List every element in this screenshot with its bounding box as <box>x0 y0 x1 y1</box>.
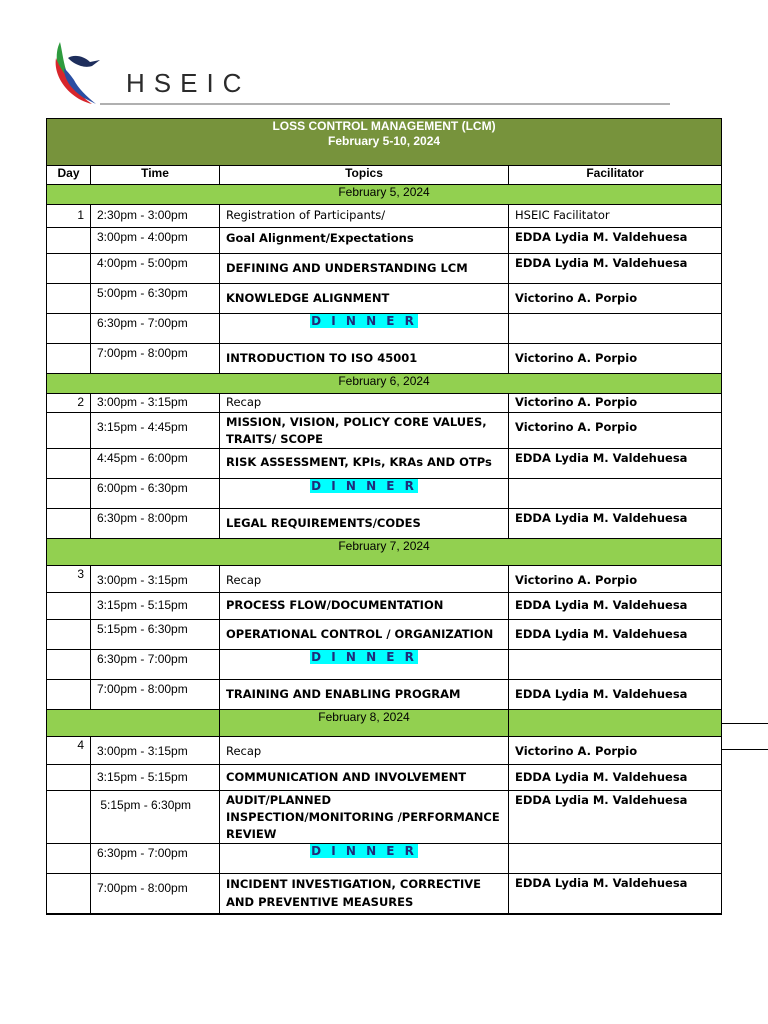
topic-cell: Registration of Participants/ <box>220 205 509 228</box>
topic-cell: TRAINING AND ENABLING PROGRAM <box>220 680 509 710</box>
day-number: 3 <box>47 566 91 593</box>
time-cell: 7:00pm - 8:00pm <box>91 874 220 914</box>
time-cell: 3:00pm - 4:00pm <box>91 228 220 254</box>
topic-cell: MISSION, VISION, POLICY CORE VALUES, TRAITS/ SCOPE <box>220 413 509 449</box>
day-cell-empty <box>47 344 91 374</box>
facilitator-cell: Victorino A. Porpio <box>509 394 722 413</box>
time-cell: 5:00pm - 6:30pm <box>91 284 220 314</box>
facilitator-cell: EDDA Lydia M. Valdehuesa <box>509 449 722 479</box>
date-row-blank <box>509 710 722 737</box>
day-cell-empty <box>47 844 91 874</box>
facilitator-cell: EDDA Lydia M. Valdehuesa <box>509 680 722 710</box>
time-cell: 7:00pm - 8:00pm <box>91 344 220 374</box>
day-cell-empty <box>47 874 91 914</box>
dinner-label: D I N N E R <box>311 650 417 664</box>
table-row <box>47 344 722 374</box>
day-cell-empty <box>47 479 91 509</box>
facilitator-cell: EDDA Lydia M. Valdehuesa <box>509 874 722 914</box>
table-row <box>47 254 722 284</box>
time-cell: 4:45pm - 6:00pm <box>91 449 220 479</box>
time-cell: 6:30pm - 7:00pm <box>91 314 220 344</box>
table-row <box>47 449 722 479</box>
day-cell-empty <box>47 650 91 680</box>
table-row <box>47 650 722 680</box>
topic-cell: Recap <box>220 566 509 593</box>
header-facilitator: Facilitator <box>509 166 722 185</box>
date-row <box>47 185 722 205</box>
topic-cell: COMMUNICATION AND INVOLVEMENT <box>220 765 509 791</box>
day-number: 4 <box>47 737 91 765</box>
facilitator-cell <box>509 314 722 344</box>
day-cell-empty <box>47 593 91 620</box>
table-row <box>47 314 722 344</box>
topic-cell: INCIDENT INVESTIGATION, CORRECTIVE AND PREVENTIVE MEASURES <box>220 874 509 914</box>
topic-cell: INTRODUCTION TO ISO 45001 <box>220 344 509 374</box>
hseic-logo <box>50 38 670 108</box>
header-topics: Topics <box>220 166 509 185</box>
dinner-label: D I N N E R <box>311 844 417 858</box>
dinner-cell <box>220 844 509 874</box>
topic-cell: KNOWLEDGE ALIGNMENT <box>220 284 509 314</box>
date-row-blank <box>47 710 220 737</box>
time-cell: 3:00pm - 3:15pm <box>91 737 220 765</box>
day-cell-empty <box>47 413 91 449</box>
facilitator-cell: EDDA Lydia M. Valdehuesa <box>509 791 722 844</box>
time-cell: 7:00pm - 8:00pm <box>91 680 220 710</box>
table-row <box>47 791 722 844</box>
table-row <box>47 228 722 254</box>
time-cell: 3:00pm - 3:15pm <box>91 566 220 593</box>
topic-cell: AUDIT/PLANNED INSPECTION/MONITORING /PERFORMANCE REVIEW <box>220 791 509 844</box>
date-row <box>47 710 722 737</box>
topic-cell: OPERATIONAL CONTROL / ORGANIZATION <box>220 620 509 650</box>
logo-wordmark: HSEIC <box>126 68 251 98</box>
day-cell-empty <box>47 284 91 314</box>
table-row <box>47 680 722 710</box>
facilitator-cell: Victorino A. Porpio <box>509 737 722 765</box>
time-cell: 6:30pm - 7:00pm <box>91 844 220 874</box>
day-cell-empty <box>47 228 91 254</box>
table-row <box>47 765 722 791</box>
topic-cell: DEFINING AND UNDERSTANDING LCM <box>220 254 509 284</box>
title-line-2: February 5-10, 2024 <box>327 134 441 148</box>
facilitator-cell: EDDA Lydia M. Valdehuesa <box>509 593 722 620</box>
dinner-label: D I N N E R <box>311 479 417 493</box>
day-cell-empty <box>47 449 91 479</box>
time-cell: 6:00pm - 6:30pm <box>91 479 220 509</box>
day-cell-empty <box>47 314 91 344</box>
time-cell: 3:15pm - 4:45pm <box>91 413 220 449</box>
facilitator-cell: Victorino A. Porpio <box>509 413 722 449</box>
topic-cell: RISK ASSESSMENT, KPIs, KRAs AND OTPs <box>220 449 509 479</box>
date-label: February 8, 2024 <box>220 710 509 737</box>
facilitator-cell: Victorino A. Porpio <box>509 284 722 314</box>
topic-cell: PROCESS FLOW/DOCUMENTATION <box>220 593 509 620</box>
dinner-cell <box>220 314 509 344</box>
date-row <box>47 374 722 394</box>
facilitator-cell: Victorino A. Porpio <box>509 566 722 593</box>
day-cell-empty <box>47 509 91 539</box>
day-cell-empty <box>47 680 91 710</box>
table-row <box>47 874 722 914</box>
table-row <box>47 479 722 509</box>
facilitator-cell: EDDA Lydia M. Valdehuesa <box>509 509 722 539</box>
time-cell: 5:15pm - 6:30pm <box>91 791 220 844</box>
date-row <box>47 539 722 566</box>
header-rule <box>100 103 670 105</box>
facilitator-cell: EDDA Lydia M. Valdehuesa <box>509 620 722 650</box>
facilitator-cell <box>509 479 722 509</box>
header-time: Time <box>91 166 220 185</box>
day-cell-empty <box>47 765 91 791</box>
table-row <box>47 566 722 593</box>
time-cell: 3:15pm - 5:15pm <box>91 765 220 791</box>
table-row <box>47 844 722 874</box>
table-row <box>47 509 722 539</box>
table-row <box>47 620 722 650</box>
date-label: February 6, 2024 <box>47 374 722 394</box>
time-cell: 6:30pm - 8:00pm <box>91 509 220 539</box>
topic-cell: LEGAL REQUIREMENTS/CODES <box>220 509 509 539</box>
dinner-cell <box>220 650 509 680</box>
table-row <box>47 593 722 620</box>
time-cell: 3:00pm - 3:15pm <box>91 394 220 413</box>
extension-rule-bottom <box>721 749 768 750</box>
table-row <box>47 737 722 765</box>
table-row <box>47 394 722 413</box>
topic-cell: Goal Alignment/Expectations <box>220 228 509 254</box>
day-number: 1 <box>47 205 91 228</box>
facilitator-cell: EDDA Lydia M. Valdehuesa <box>509 228 722 254</box>
table-title-row <box>47 119 722 166</box>
time-cell: 3:15pm - 5:15pm <box>91 593 220 620</box>
facilitator-cell: EDDA Lydia M. Valdehuesa <box>509 254 722 284</box>
day-number: 2 <box>47 394 91 413</box>
facilitator-cell <box>509 650 722 680</box>
table-row <box>47 205 722 228</box>
header-row <box>47 166 722 185</box>
date-label: February 5, 2024 <box>47 185 722 205</box>
time-cell: 6:30pm - 7:00pm <box>91 650 220 680</box>
facilitator-cell: EDDA Lydia M. Valdehuesa <box>509 765 722 791</box>
table-row <box>47 284 722 314</box>
table-title <box>47 119 722 166</box>
dinner-label: D I N N E R <box>311 314 417 328</box>
hseic-bird-logo-icon <box>50 38 102 106</box>
table-row <box>47 413 722 449</box>
title-line-1: LOSS CONTROL MANAGEMENT (LCM) <box>272 119 496 133</box>
schedule-table <box>46 118 722 915</box>
header-day: Day <box>47 166 91 185</box>
dinner-cell <box>220 479 509 509</box>
topic-cell: Recap <box>220 737 509 765</box>
time-cell: 5:15pm - 6:30pm <box>91 620 220 650</box>
time-cell: 4:00pm - 5:00pm <box>91 254 220 284</box>
day-cell-empty <box>47 620 91 650</box>
facilitator-cell: Victorino A. Porpio <box>509 344 722 374</box>
day-cell-empty <box>47 791 91 844</box>
date-label: February 7, 2024 <box>47 539 722 566</box>
day-cell-empty <box>47 254 91 284</box>
topic-cell: Recap <box>220 394 509 413</box>
facilitator-cell <box>509 844 722 874</box>
time-cell: 2:30pm - 3:00pm <box>91 205 220 228</box>
facilitator-cell: HSEIC Facilitator <box>509 205 722 228</box>
extension-rule-top <box>721 723 768 724</box>
